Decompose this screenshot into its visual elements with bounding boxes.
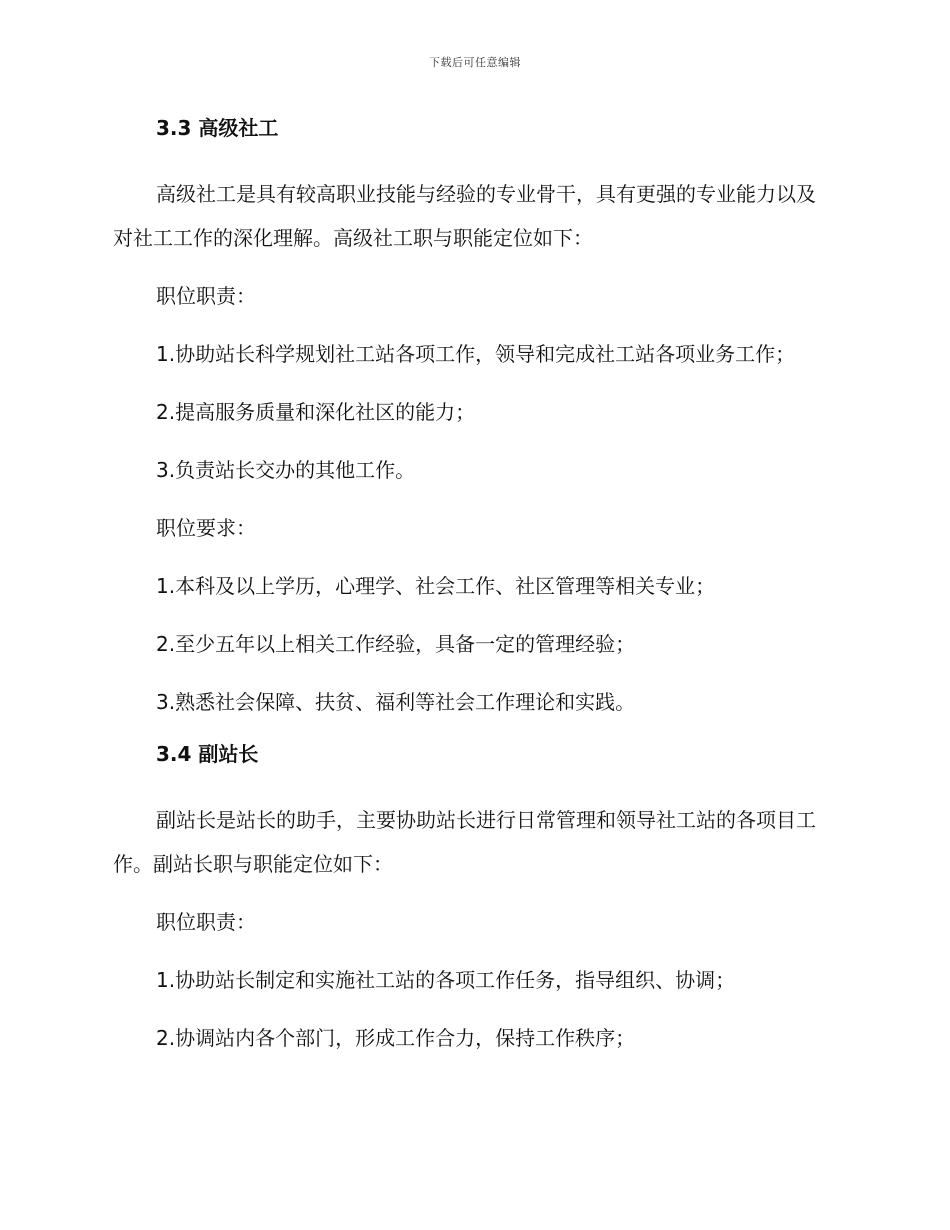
duty-item: 1.协助站长科学规划社工站各项工作，领导和完成社工站各项业务工作；: [156, 342, 796, 366]
requirement-item: 2.至少五年以上相关工作经验，具备一定的管理经验；: [156, 632, 636, 656]
duties-label: 职位职责：: [156, 910, 256, 934]
requirements-label: 职位要求：: [156, 516, 256, 540]
section-heading: 3.4 副站长: [156, 742, 259, 766]
duty-item: 1.协助站长制定和实施社工站的各项工作任务，指导组织、协调；: [156, 968, 736, 992]
duty-item: 2.提高服务质量和深化社区的能力；: [156, 400, 476, 424]
document-body: [113, 112, 833, 1074]
requirement-item: 3.熟悉社会保障、扶贫、福利等社会工作理论和实践。: [156, 690, 636, 714]
duty-item: 3.负责站长交办的其他工作。: [156, 458, 416, 482]
section-intro: 高级社工是具有较高职业技能与经验的专业骨干，具有更强的专业能力以及对社工工作的深化理解。高级社工职与职能定位如下：: [113, 182, 816, 250]
header-note: 下载后可任意编辑: [429, 56, 521, 69]
requirement-item: 1.本科及以上学历，心理学、社会工作、社区管理等相关专业；: [156, 574, 716, 598]
duties-label: 职位职责：: [156, 284, 256, 308]
section-intro: 副站长是站长的助手，主要协助站长进行日常管理和领导社工站的各项目工作。副站长职与职能定位如下：: [113, 808, 816, 876]
duty-item: 2.协调站内各个部门，形成工作合力，保持工作秩序；: [156, 1026, 636, 1050]
section-heading: 3.3 高级社工: [156, 116, 279, 140]
